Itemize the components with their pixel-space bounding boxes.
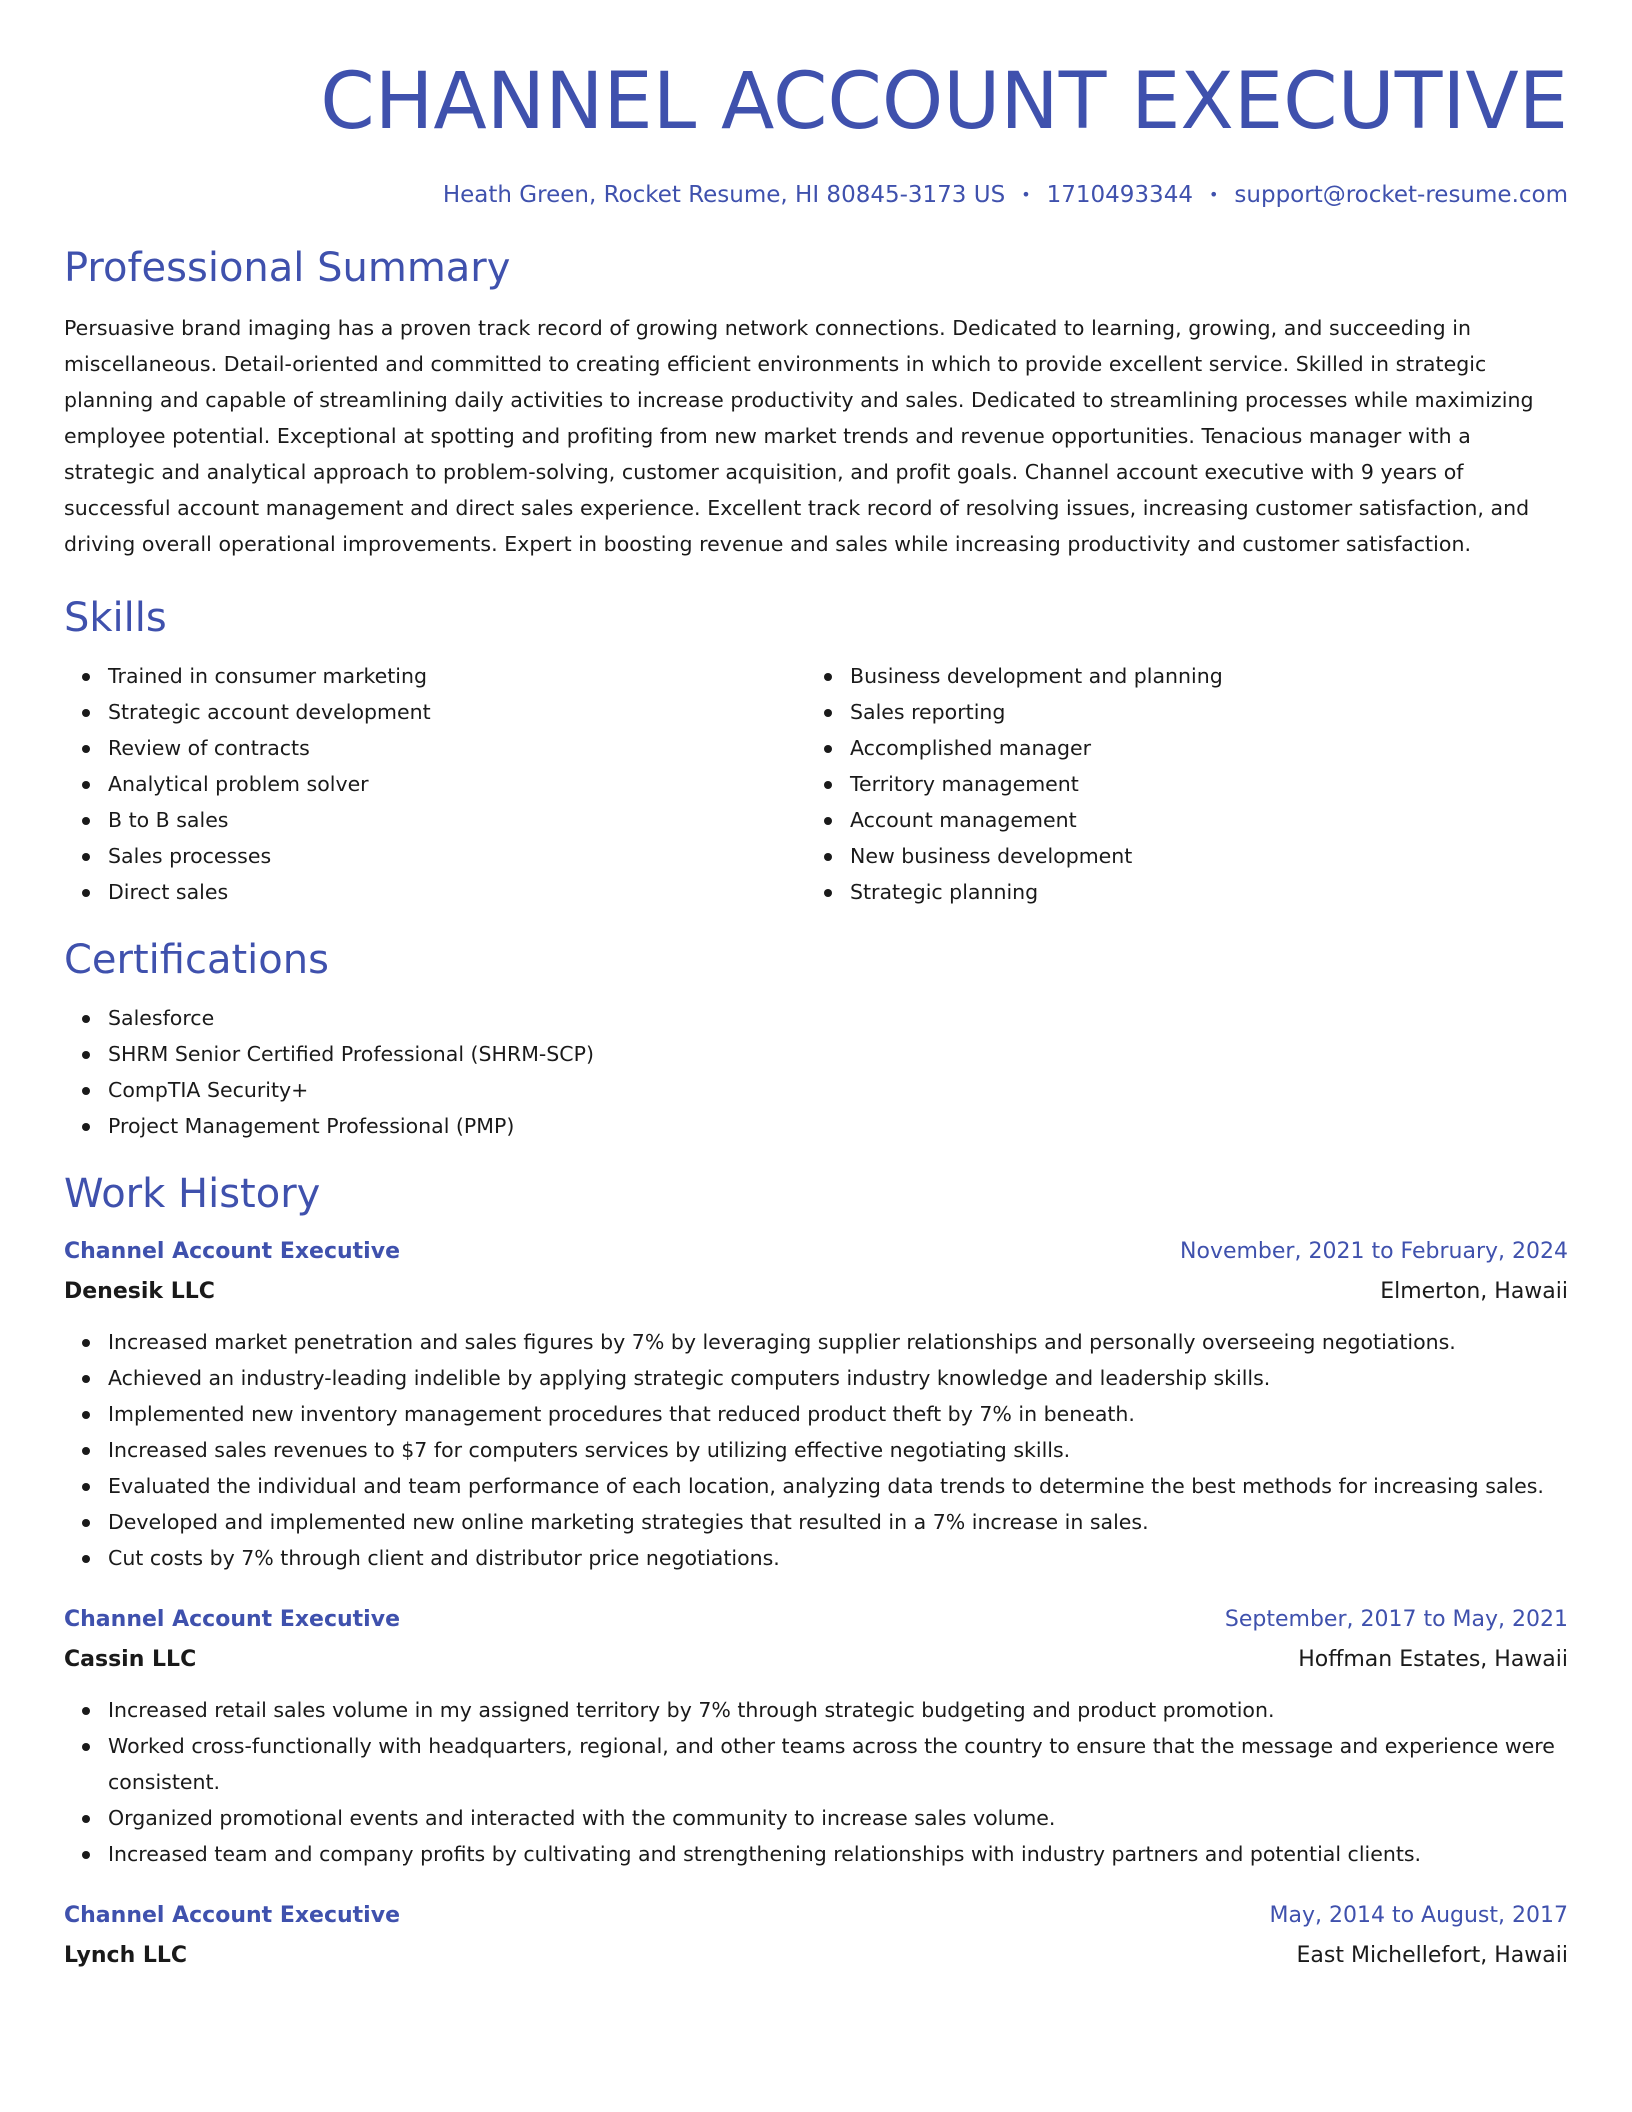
job-title: Channel Account Executive (64, 1903, 400, 1928)
skills-section (64, 592, 1568, 910)
job-header (64, 1232, 1568, 1272)
job-company: Denesik LLC (64, 1279, 215, 1304)
certifications-heading: Certifications (64, 937, 329, 983)
job-subheader (64, 1936, 1568, 1976)
job-title: Channel Account Executive (64, 1607, 400, 1632)
job-bullet: Achieved an industry-leading indelible by applying strategic computers industry knowledge and leadership skills. (108, 1360, 1568, 1396)
contact-address: Heath Green, Rocket Resume, HI 80845-3173 US (442, 182, 1006, 208)
job-header (64, 1896, 1568, 1936)
job-location: East Michellefort, Hawaii (1296, 1943, 1568, 1968)
work-history-section (64, 1168, 1568, 1976)
job-dates: November, 2021 to February, 2024 (1180, 1239, 1568, 1264)
skill-item: Account management (850, 802, 1548, 838)
skill-item: Business development and planning (850, 658, 1548, 694)
skills-column-left (64, 658, 806, 910)
job-company: Lynch LLC (64, 1943, 188, 1968)
job-company: Cassin LLC (64, 1647, 197, 1672)
job-bullet: Developed and implemented new online marketing strategies that resulted in a 7% increase in sales. (108, 1504, 1568, 1540)
skills-list-left (64, 658, 806, 910)
skill-item: New business development (850, 838, 1548, 874)
job-title: Channel Account Executive (64, 1239, 400, 1264)
job-bullet: Increased market penetration and sales figures by 7% by leveraging supplier relationships and personally overseeing negotiations. (108, 1324, 1568, 1360)
summary-heading: Professional Summary (64, 245, 511, 291)
work-history-heading: Work History (64, 1171, 321, 1217)
skill-item: Sales reporting (850, 694, 1548, 730)
contact-phone: 1710493344 (1046, 182, 1193, 208)
job-subheader (64, 1272, 1568, 1312)
job-bullet: Increased sales revenues to $7 for computers services by utilizing effective negotiating skills. (108, 1432, 1568, 1468)
skill-item: Strategic account development (108, 694, 806, 730)
resume-header (64, 0, 1568, 210)
contact-separator: • (1021, 185, 1031, 204)
certifications-list (64, 1000, 1568, 1144)
job-bullet: Increased retail sales volume in my assigned territory by 7% through strategic budgeting and product promotion. (108, 1692, 1568, 1728)
skill-item: Territory management (850, 766, 1548, 802)
job-dates: September, 2017 to May, 2021 (1224, 1607, 1568, 1632)
skill-item: Trained in consumer marketing (108, 658, 806, 694)
job-dates: May, 2014 to August, 2017 (1269, 1903, 1568, 1928)
job-bullet: Evaluated the individual and team performance of each location, analyzing data trends to determine the best methods for increasing sales. (108, 1468, 1568, 1504)
job-header (64, 1600, 1568, 1640)
skills-grid (64, 658, 1568, 910)
certification-item: SHRM Senior Certified Professional (SHRM-SCP) (108, 1036, 1568, 1072)
contact-line (64, 180, 1568, 210)
job-bullet: Organized promotional events and interacted with the community to increase sales volume. (108, 1800, 1568, 1836)
skills-list-right (806, 658, 1548, 910)
summary-section (64, 242, 1568, 562)
certifications-section (64, 934, 1568, 1144)
job-location: Hoffman Estates, Hawaii (1298, 1647, 1568, 1672)
job-bullet: Increased team and company profits by cultivating and strengthening relationships with industry partners and potential clients. (108, 1836, 1568, 1872)
skill-item: Direct sales (108, 874, 806, 910)
certification-item: Salesforce (108, 1000, 1568, 1036)
certification-item: CompTIA Security+ (108, 1072, 1568, 1108)
job-bullet: Implemented new inventory management procedures that reduced product theft by 7% in beneath. (108, 1396, 1568, 1432)
skills-heading: Skills (64, 595, 167, 641)
summary-text: Persuasive brand imaging has a proven track record of growing network connections. Dedicated to learning, growing, and succeeding in miscellaneous. Detail-oriented and committed to creating efficient environments in which to provide excellent service. Skilled in strategic planning and capable of streamlining daily activities to increase productivity and sales. Dedicated to streamlining processes while maximizing employee potential. Exceptional at spotting and profiting from new market trends and revenue opportunities. Tenacious manager with a strategic and analytical approach to problem-solving, customer acquisition, and profit goals. Channel account executive with 9 years of successful account management and direct sales experience. Excellent track record of resolving issues, increasing customer satisfaction, and driving overall operational improvements. Expert in boosting revenue and sales while increasing productivity and customer satisfaction. (64, 316, 1534, 556)
skill-item: Accomplished manager (850, 730, 1548, 766)
skill-item: Review of contracts (108, 730, 806, 766)
skill-item: Analytical problem solver (108, 766, 806, 802)
skill-item: Strategic planning (850, 874, 1548, 910)
job-entry (64, 1232, 1568, 1576)
job-location: Elmerton, Hawaii (1380, 1279, 1568, 1304)
resume-title: CHANNEL ACCOUNT EXECUTIVE (320, 57, 1568, 147)
job-bullet: Worked cross-functionally with headquarters, regional, and other teams across the country to ensure that the message and experience were consistent. (108, 1728, 1568, 1800)
skill-item: Sales processes (108, 838, 806, 874)
contact-email[interactable]: support@rocket-resume.com (1234, 182, 1568, 208)
job-bullets (64, 1324, 1568, 1576)
resume-page (64, 0, 1568, 1976)
job-subheader (64, 1640, 1568, 1680)
job-entry (64, 1896, 1568, 1976)
job-bullet: Cut costs by 7% through client and distributor price negotiations. (108, 1540, 1568, 1576)
skills-column-right (806, 658, 1548, 910)
certification-item: Project Management Professional (PMP) (108, 1108, 1568, 1144)
contact-separator: • (1208, 185, 1219, 204)
skill-item: B to B sales (108, 802, 806, 838)
job-bullets (64, 1692, 1568, 1872)
job-entry (64, 1600, 1568, 1872)
